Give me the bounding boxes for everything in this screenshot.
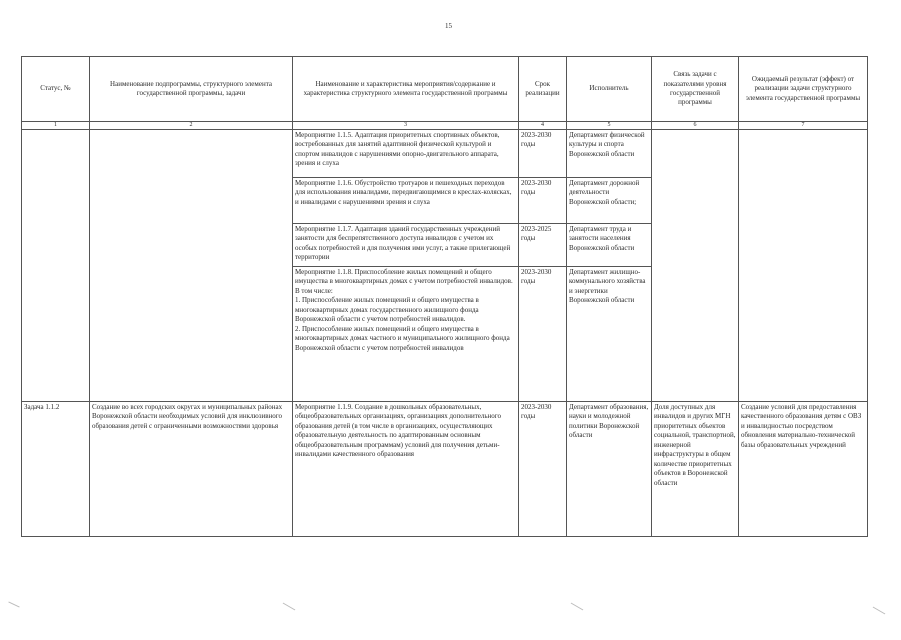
name-cell-empty xyxy=(90,130,293,402)
activity-cell: Мероприятие 1.1.7. Адаптация зданий государственных учреждений занятости для беспрепятственного доступа инвалидов с учетом их особых потребностей и для получения ими услуг, а также прилегающей территории xyxy=(293,224,519,267)
scan-mark xyxy=(571,603,584,611)
link-cell: Доля доступных для инвалидов и других МГН приоритетных объектов социальной, транспортной, инженерной инфраструктуры в общем количестве приоритетных объектов в Воронежской области xyxy=(652,402,739,537)
header-activity: Наименование и характеристика мероприятия/содержание и характеристика структурного элемента государственной программы xyxy=(293,57,519,122)
column-number: 5 xyxy=(567,122,652,130)
link-cell-empty xyxy=(652,130,739,402)
table-row xyxy=(22,130,868,178)
column-number: 1 xyxy=(22,122,90,130)
executor-cell: Департамент образования, науки и молодежной политики Воронежской области xyxy=(567,402,652,537)
column-number: 2 xyxy=(90,122,293,130)
header-status: Статус, № xyxy=(22,57,90,122)
executor-cell: Департамент физической культуры и спорта Воронежской области xyxy=(567,130,652,178)
status-cell: Задача 1.1.2 xyxy=(22,402,90,537)
period-cell: 2023-2025 годы xyxy=(519,224,567,267)
period-cell: 2023-2030 годы xyxy=(519,130,567,178)
header-name: Наименование подпрограммы, структурного элемента государственной программы, задачи xyxy=(90,57,293,122)
period-cell: 2023-2030 годы xyxy=(519,267,567,402)
header-result: Ожидаемый результат (эффект) от реализации задачи структурного элемента государственной программы xyxy=(739,57,868,122)
header-row xyxy=(22,57,868,122)
result-cell-empty xyxy=(739,130,868,402)
executor-cell: Департамент труда и занятости населения Воронежской области xyxy=(567,224,652,267)
column-number-row xyxy=(22,122,868,130)
header-link: Связь задачи с показателями уровня государственной программы xyxy=(652,57,739,122)
scan-mark xyxy=(873,607,886,615)
header-executor: Исполнитель xyxy=(567,57,652,122)
table-row xyxy=(22,402,868,537)
page-number: 15 xyxy=(445,22,452,30)
column-number: 6 xyxy=(652,122,739,130)
status-cell-empty xyxy=(22,130,90,402)
period-cell: 2023-2030 годы xyxy=(519,178,567,224)
header-period: Срок реализации xyxy=(519,57,567,122)
scan-mark xyxy=(283,603,296,611)
activity-cell: Мероприятие 1.1.6. Обустройство тротуаров и пешеходных переходов для использования инвалидами, передвигающимися в креслах-колясках, и инвалидами с нарушениями зрения и слуха xyxy=(293,178,519,224)
column-number: 7 xyxy=(739,122,868,130)
result-cell: Создание условий для предоставления качественного образования детям с ОВЗ и инвалидностью посредством обновления материально-технической базы образовательных учреждений xyxy=(739,402,868,537)
name-cell: Создание во всех городских округах и муниципальных районах Воронежской области необходимых условий для инклюзивного образования детей с ограниченными возможностями здоровья xyxy=(90,402,293,537)
activity-cell: Мероприятие 1.1.5. Адаптация приоритетных спортивных объектов, востребованных для занятий адаптивной физической культурой и спортом инвалидов с нарушениями опорно-двигательного аппарата, зрения и слуха xyxy=(293,130,519,178)
scan-mark xyxy=(8,602,19,608)
period-cell: 2023-2030 годы xyxy=(519,402,567,537)
column-number: 4 xyxy=(519,122,567,130)
executor-cell: Департамент жилищно-коммунального хозяйства и энергетики Воронежской области xyxy=(567,267,652,402)
column-number: 3 xyxy=(293,122,519,130)
executor-cell: Департамент дорожной деятельности Воронежской области; xyxy=(567,178,652,224)
activity-cell: Мероприятие 1.1.9. Создание в дошкольных образовательных, общеобразовательных организациях, организациях дополнительного образования детей (в том числе в организациях, осуществляющих образовательную деятельность по адаптированным основным общеобразовательным программам) условий для получения детьми-инвалидами качественного образования xyxy=(293,402,519,537)
program-table xyxy=(21,56,868,537)
activity-cell: Мероприятие 1.1.8. Приспособление жилых помещений и общего имущества в многоквартирных домах с учетом потребностей инвалидов. В том числе: 1. Приспособление жилых помещений и общего имущества в многоквартирных домах государственного жилищного фонда Воронежской области с учетом потребностей инвалидов. 2. Приспособление жилых помещений и общего имущества в многоквартирных домах частного и муниципального жилищного фонда Воронежской области с учетом потребностей инвалидов xyxy=(293,267,519,402)
